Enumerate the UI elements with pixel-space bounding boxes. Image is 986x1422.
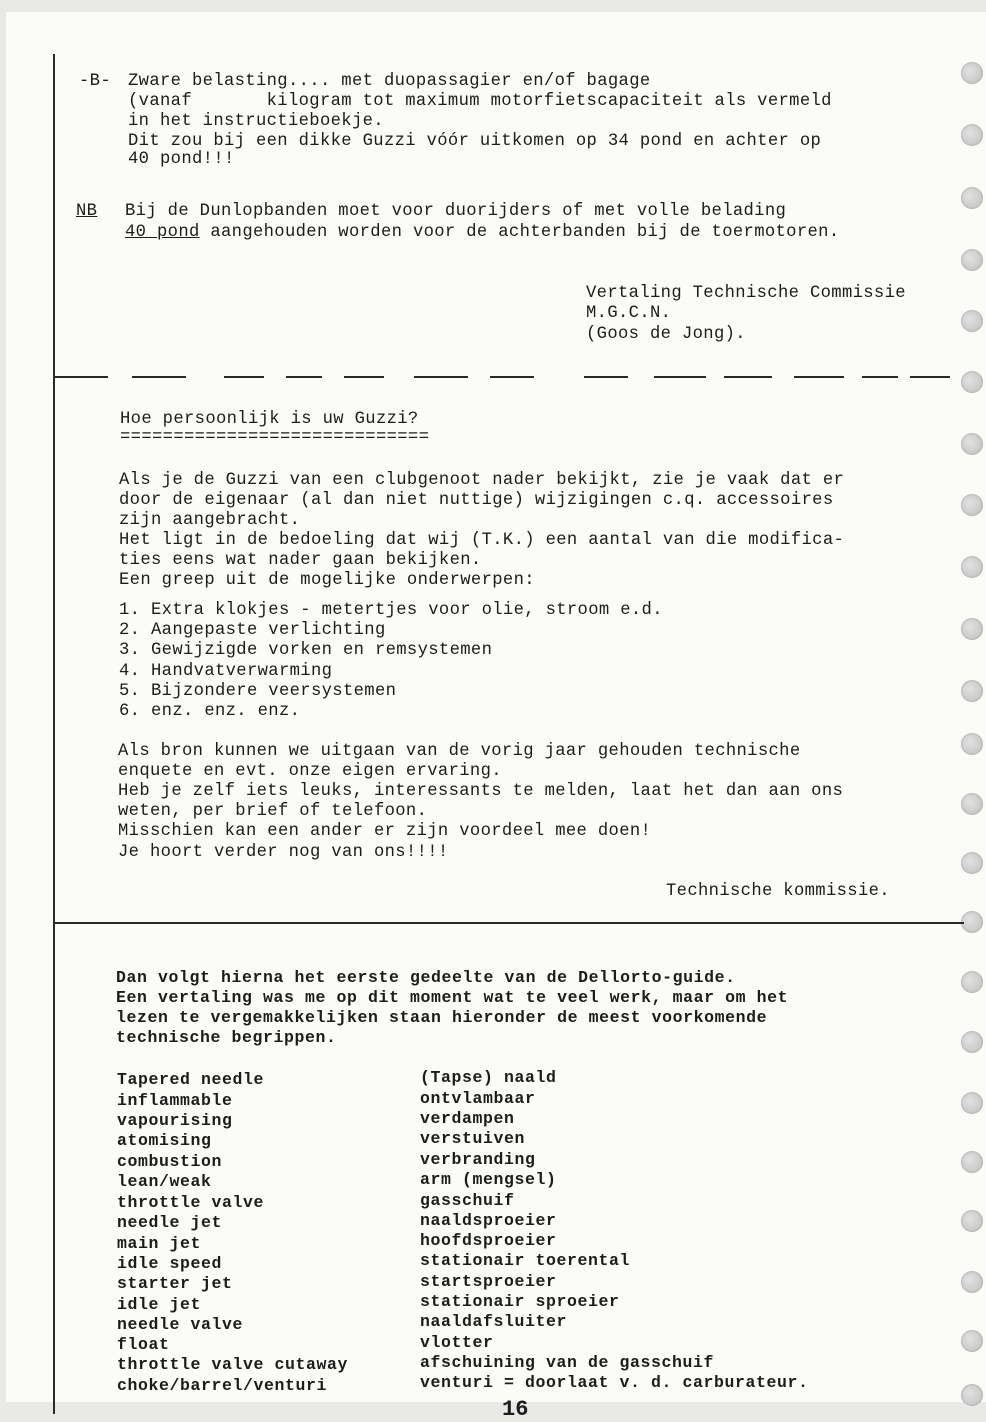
- glossary-term-nl: startsproeier: [420, 1272, 557, 1291]
- glossary-term-nl: hoofdsproeier: [420, 1231, 557, 1250]
- binder-hole-icon: [961, 494, 983, 516]
- article-paragraph-line: Het ligt in de bedoeling dat wij (T.K.) een aantal van die modifica-: [119, 531, 845, 550]
- binder-hole-icon: [961, 1271, 983, 1293]
- article-paragraph-line: zijn aangebracht.: [119, 511, 301, 530]
- glossary-term-nl: venturi = doorlaat v. d. carburateur.: [420, 1373, 809, 1392]
- nb-line: [125, 223, 840, 244]
- glossary-term-nl: ontvlambaar: [420, 1089, 536, 1108]
- binder-hole-icon: [961, 1330, 983, 1352]
- glossary-term-nl: gasschuif: [420, 1191, 515, 1210]
- dash-segment: [794, 376, 844, 378]
- section-b-line: in het instructieboekje.: [128, 112, 384, 131]
- section-b-line: 40 pond!!!: [128, 150, 235, 169]
- binder-hole-icon: [961, 1092, 983, 1114]
- binder-hole-icon: [961, 618, 983, 640]
- dash-segment: [490, 376, 534, 378]
- binder-hole-icon: [961, 1384, 983, 1406]
- binder-hole-icon: [961, 310, 983, 332]
- glossary-term-nl: verstuiven: [420, 1129, 526, 1148]
- binder-hole-icon: [961, 556, 983, 578]
- dash-segment: [654, 376, 706, 378]
- signature-line: Vertaling Technische Commissie: [586, 284, 906, 303]
- glossary-term-nl: arm (mengsel): [420, 1170, 557, 1189]
- article-signature: Technische kommissie.: [666, 882, 890, 901]
- article-paragraph-line: Heb je zelf iets leuks, interessants te melden, laat het dan aan ons: [118, 782, 844, 801]
- signature-line: M.G.C.N.: [586, 304, 672, 323]
- binder-hole-icon: [961, 124, 983, 146]
- glossary-term-nl: verbranding: [420, 1150, 536, 1169]
- glossary-term-nl: stationair sproeier: [420, 1292, 620, 1311]
- dellorto-intro-line: lezen te vergemakkelijken staan hieronder de meest voorkomende: [116, 1008, 768, 1027]
- section-b-line: Zware belasting.... met duopassagier en/of bagage: [128, 72, 651, 91]
- binder-hole-icon: [961, 733, 983, 755]
- glossary-term-en: combustion: [117, 1152, 223, 1171]
- article-paragraph-line: enquete en evt. onze eigen ervaring.: [118, 762, 502, 781]
- dash-segment: [54, 376, 108, 378]
- article-paragraph-line: ties eens wat nader gaan bekijken.: [119, 551, 482, 570]
- page-number: 16: [502, 1397, 529, 1422]
- binder-hole-icon: [961, 971, 983, 993]
- section-b-label: -B-: [79, 72, 111, 91]
- article-title-underline: =============================: [120, 428, 430, 447]
- glossary-term-en: vapourising: [117, 1111, 233, 1130]
- glossary-term-en: throttle valve cutaway: [117, 1355, 349, 1374]
- binder-holes: [946, 12, 986, 1402]
- binder-hole-icon: [961, 371, 983, 393]
- article-paragraph-line: weten, per brief of telefoon.: [118, 802, 428, 821]
- dash-segment: [286, 376, 322, 378]
- article-paragraph-line: Je hoort verder nog van ons!!!!: [118, 843, 449, 862]
- section-b-line: (vanaf kilogram tot maximum motorfietscapaciteit als vermeld: [128, 92, 832, 111]
- signature-line: (Goos de Jong).: [586, 325, 746, 344]
- article-paragraph-line: Als je de Guzzi van een clubgenoot nader bekijkt, zie je vaak dat er: [119, 471, 845, 490]
- glossary-term-nl: naaldafsluiter: [420, 1312, 568, 1331]
- binder-hole-icon: [961, 1031, 983, 1053]
- dellorto-intro-line: Een vertaling was me op dit moment wat te veel werk, maar om het: [116, 988, 789, 1007]
- binder-hole-icon: [961, 62, 983, 84]
- binder-hole-icon: [961, 793, 983, 815]
- topic-list-item: 1. Extra klokjes - metertjes voor olie, stroom e.d.: [119, 601, 663, 620]
- binder-hole-icon: [961, 187, 983, 209]
- glossary-term-en: throttle valve: [117, 1193, 265, 1212]
- nb-underlined-text: 40 pond: [125, 223, 200, 242]
- binder-hole-icon: [961, 1151, 983, 1173]
- binder-hole-icon: [961, 433, 983, 455]
- nb-line: Bij de Dunlopbanden moet voor duorijders of met volle belading: [125, 202, 787, 221]
- nb-label: NB: [76, 202, 98, 221]
- article-paragraph-line: Als bron kunnen we uitgaan van de vorig jaar gehouden technische: [118, 742, 801, 761]
- dellorto-intro-line: Dan volgt hierna het eerste gedeelte van de Dellorto-guide.: [116, 968, 736, 987]
- glossary-term-en: float: [117, 1335, 170, 1354]
- topic-list-item: 4. Handvatverwarming: [119, 662, 333, 681]
- binder-hole-icon: [961, 680, 983, 702]
- article-paragraph-line: Een greep uit de mogelijke onderwerpen:: [119, 571, 535, 590]
- glossary-term-en: idle speed: [117, 1254, 223, 1273]
- glossary-term-en: inflammable: [117, 1091, 233, 1110]
- section-b-line: Dit zou bij een dikke Guzzi vóór uitkomen op 34 pond en achter op: [128, 132, 822, 151]
- topic-list-item: 2. Aangepaste verlichting: [119, 621, 386, 640]
- dash-segment: [724, 376, 772, 378]
- left-margin-line: [53, 54, 55, 1414]
- glossary-term-en: idle jet: [117, 1295, 202, 1314]
- glossary-term-nl: (Tapse) naald: [420, 1068, 557, 1087]
- glossary-term-en: main jet: [117, 1234, 202, 1253]
- topic-list-item: 3. Gewijzigde vorken en remsystemen: [119, 641, 493, 660]
- glossary-term-en: atomising: [117, 1131, 212, 1150]
- nb-line-rest: aangehouden worden voor de achterbanden bij de toermotoren.: [199, 223, 840, 242]
- section-divider: [54, 922, 964, 924]
- glossary-term-en: choke/barrel/venturi: [117, 1376, 328, 1395]
- glossary-term-en: lean/weak: [117, 1172, 212, 1191]
- document-page: [6, 12, 986, 1422]
- glossary-term-nl: naaldsproeier: [420, 1211, 557, 1230]
- article-title: Hoe persoonlijk is uw Guzzi?: [120, 410, 419, 429]
- article-paragraph-line: door de eigenaar (al dan niet nuttige) wijzigingen c.q. accessoires: [119, 491, 834, 510]
- glossary-term-nl: stationair toerental: [420, 1251, 631, 1270]
- glossary-term-nl: afschuining van de gasschuif: [420, 1353, 715, 1372]
- dash-segment: [584, 376, 628, 378]
- glossary-term-en: needle jet: [117, 1213, 223, 1232]
- dashed-separator: [54, 376, 954, 378]
- binder-hole-icon: [961, 1210, 983, 1232]
- glossary-term-en: needle valve: [117, 1315, 244, 1334]
- topic-list-item: 5. Bijzondere veersystemen: [119, 682, 397, 701]
- dash-segment: [414, 376, 468, 378]
- dellorto-intro-line: technische begrippen.: [116, 1028, 337, 1047]
- glossary-term-nl: verdampen: [420, 1109, 515, 1128]
- topic-list-item: 6. enz. enz. enz.: [119, 702, 301, 721]
- dash-segment: [224, 376, 264, 378]
- dash-segment: [862, 376, 898, 378]
- binder-hole-icon: [961, 852, 983, 874]
- dash-segment: [344, 376, 384, 378]
- glossary-term-en: starter jet: [117, 1274, 233, 1293]
- glossary-term-nl: vlotter: [420, 1333, 494, 1352]
- article-paragraph-line: Misschien kan een ander er zijn voordeel mee doen!: [118, 822, 652, 841]
- glossary-term-en: Tapered needle: [117, 1070, 265, 1089]
- binder-hole-icon: [961, 911, 983, 933]
- dash-segment: [910, 376, 950, 378]
- binder-hole-icon: [961, 249, 983, 271]
- dash-segment: [132, 376, 186, 378]
